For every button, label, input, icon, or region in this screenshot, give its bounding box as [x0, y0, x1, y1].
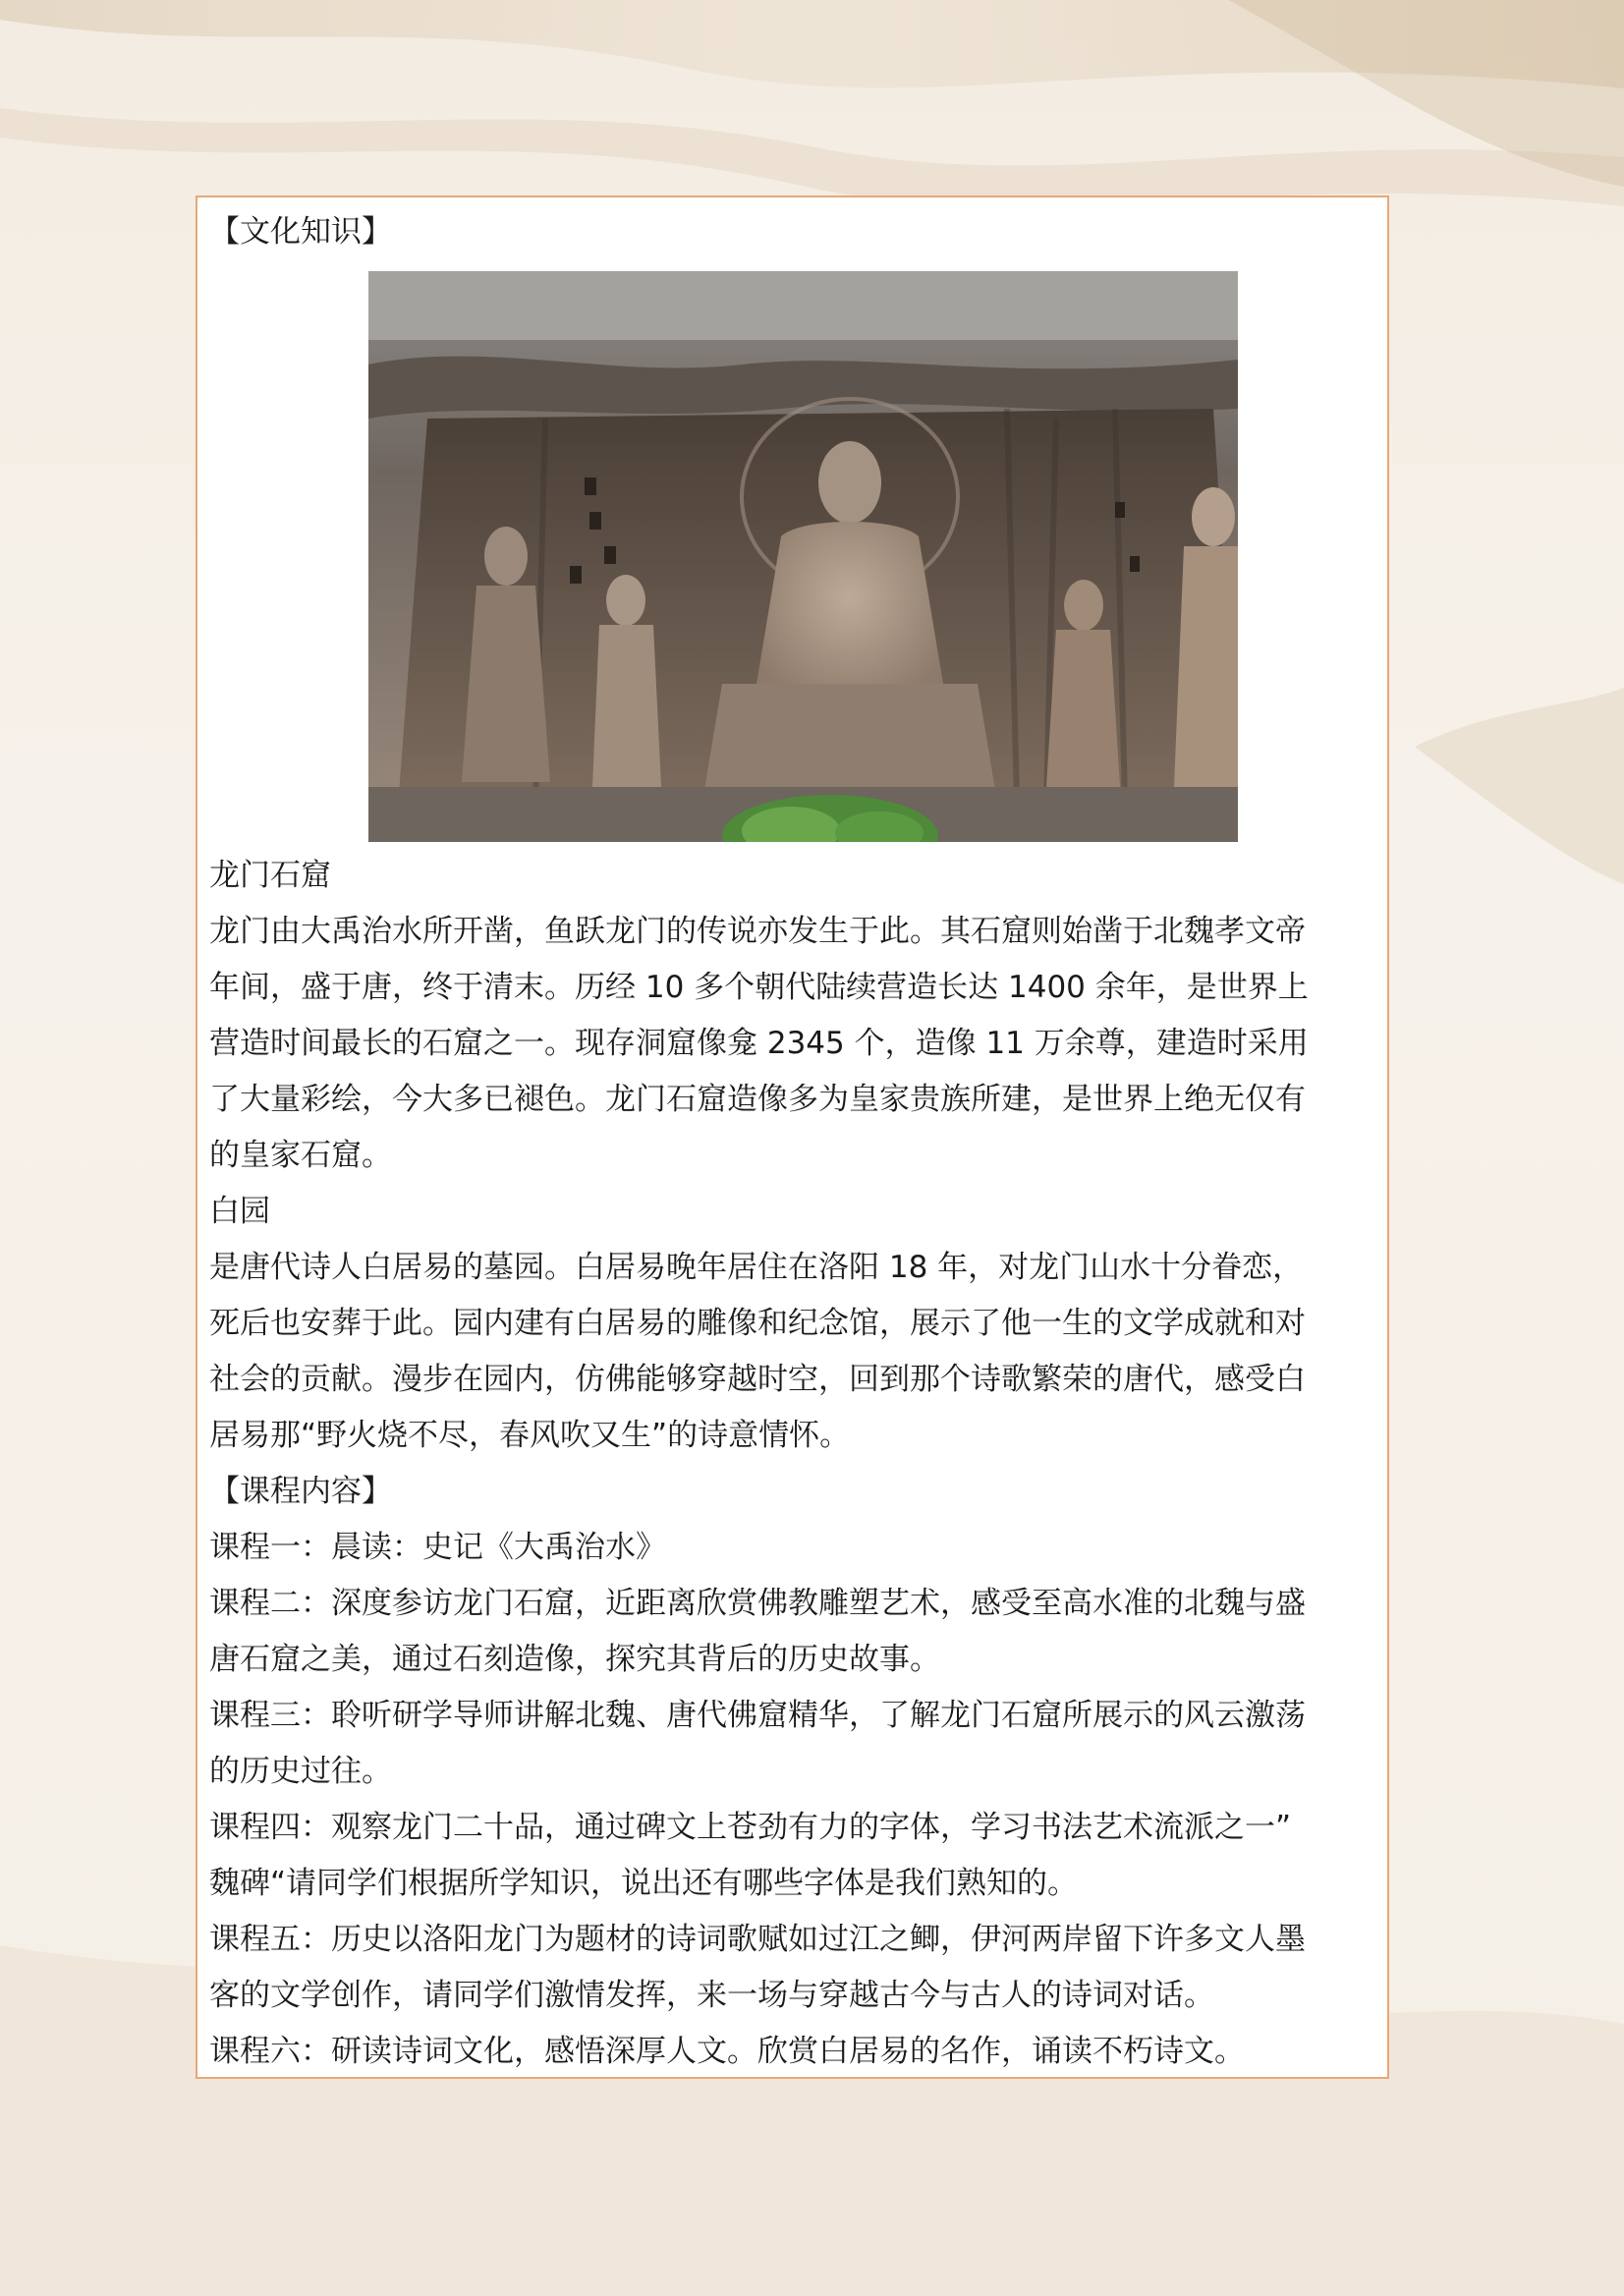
longmen-line: 的皇家石窟。: [209, 1138, 392, 1173]
longmen-line: 龙门由大禹治水所开凿，鱼跃龙门的传说亦发生于此。其石窟则始凿于北魏孝文帝: [209, 914, 1306, 949]
course-line: 课程三：聆听研学导师讲解北魏、唐代佛窟精华，了解龙门石窟所展示的风云激荡: [209, 1698, 1306, 1733]
longmen-line: 了大量彩绘，今大多已褪色。龙门石窟造像多为皇家贵族所建，是世界上绝无仅有: [209, 1082, 1306, 1117]
baiyuan-line: 社会的贡献。漫步在园内，仿佛能够穿越时空，回到那个诗歌繁荣的唐代，感受白: [209, 1362, 1306, 1397]
longmen-grottoes-photo: [368, 271, 1238, 842]
course-line: 的历史过往。: [209, 1754, 392, 1789]
course-line: 课程五：历史以洛阳龙门为题材的诗词歌赋如过江之鲫，伊河两岸留下许多文人墨: [209, 1922, 1306, 1957]
longmen-title: 龙门石窟: [209, 858, 331, 893]
baiyuan-line: 居易那“野火烧不尽，春风吹又生”的诗意情怀。: [209, 1418, 851, 1453]
baiyuan-title: 白园: [209, 1194, 270, 1229]
culture-heading: 【文化知识】: [209, 214, 392, 250]
longmen-line: 年间，盛于唐，终于清末。历经 10 多个朝代陆续营造长达 1400 余年，是世界上: [209, 970, 1309, 1005]
course-line: 课程一：晨读：史记《大禹治水》: [209, 1530, 666, 1565]
course-line: 课程四：观察龙门二十品，通过碑文上苍劲有力的字体，学习书法艺术流派之一”: [209, 1810, 1292, 1845]
course-line: 客的文学创作，请同学们激情发挥，来一场与穿越古今与古人的诗词对话。: [209, 1978, 1214, 2013]
longmen-section: [209, 848, 1383, 2080]
course-line: 课程六：研读诗词文化，感悟深厚人文。欣赏白居易的名作，诵读不朽诗文。: [209, 2034, 1245, 2069]
longmen-line: 营造时间最长的石窟之一。现存洞窟像龛 2345 个，造像 11 万余尊，建造时采用: [209, 1026, 1309, 1061]
course-line: 魏碑“请同学们根据所学知识，说出还有哪些字体是我们熟知的。: [209, 1866, 1079, 1901]
baiyuan-line: 死后也安葬于此。园内建有白居易的雕像和纪念馆，展示了他一生的文学成就和对: [209, 1306, 1306, 1341]
courses-heading: 【课程内容】: [209, 1474, 392, 1509]
culture-section: [209, 204, 1383, 260]
course-line: 课程二：深度参访龙门石窟，近距离欣赏佛教雕塑艺术，感受至高水准的北魏与盛: [209, 1586, 1306, 1621]
baiyuan-line: 是唐代诗人白居易的墓园。白居易晚年居住在洛阳 18 年，对龙门山水十分眷恋，: [209, 1250, 1304, 1285]
course-line: 唐石窟之美，通过石刻造像，探究其背后的历史故事。: [209, 1642, 940, 1677]
